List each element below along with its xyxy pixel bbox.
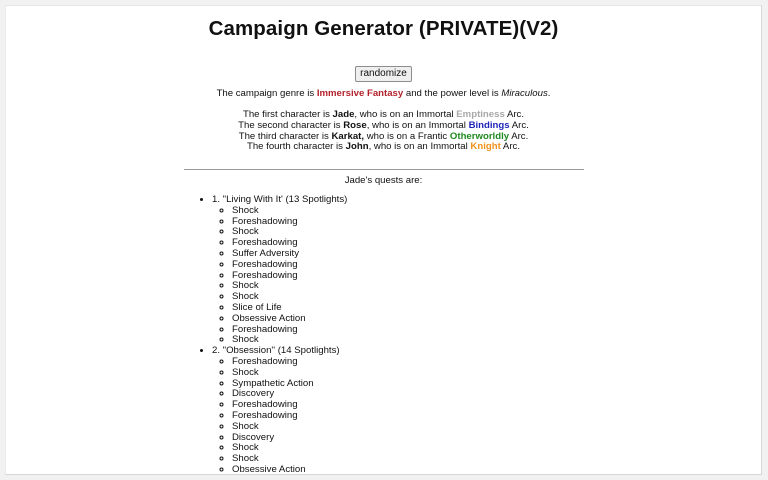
genre-value: Immersive Fantasy <box>316 88 404 99</box>
quest-item <box>212 195 347 346</box>
spotlight-item: ◦ Discovery <box>232 389 347 400</box>
spotlight-item: ◦ Sympathetic Action <box>232 379 347 390</box>
character-mid: who is on a <box>364 130 418 142</box>
spotlight-item: ◦ Shock <box>232 335 347 346</box>
spotlight-item: ◦ Slice of Life <box>232 303 347 314</box>
character-arc: Otherworldly <box>449 130 510 142</box>
spotlight-item: ◦ Discovery <box>232 433 347 444</box>
character-end: Arc. <box>500 141 520 153</box>
spotlight-item: ◦ Foreshadowing <box>232 260 347 271</box>
quest-list <box>192 195 347 475</box>
spotlight-item: ◦ Shock <box>232 443 347 454</box>
spotlight-item: ◦ Foreshadowing <box>232 400 347 411</box>
quests-heading: Jade's quests are: <box>344 175 423 186</box>
character-name: John <box>345 141 369 153</box>
genre-line <box>6 88 761 99</box>
character-name: Karkat, <box>331 130 365 142</box>
quest-item <box>212 346 347 475</box>
character-tier: Immortal <box>430 141 468 153</box>
character-ordinal: The third character is <box>238 130 332 142</box>
quest-title: 2. "Obsession'' (14 Spotlights) <box>212 345 340 357</box>
spotlight-item: ◦ Foreshadowing <box>232 411 347 422</box>
spotlight-item: ◦ Shock <box>232 368 347 379</box>
character-line <box>6 142 761 153</box>
spotlight-item: ◦ Shock <box>232 206 347 217</box>
spotlight-item: ◦ Shock <box>232 281 347 292</box>
spotlight-item: ◦ Shock <box>232 454 347 465</box>
spotlight-item: ◦ Foreshadowing <box>232 217 347 228</box>
character-ordinal: The first character is <box>242 109 333 120</box>
divider <box>184 169 584 170</box>
character-tier: Immortal <box>416 109 454 120</box>
character-mid: , who is on an <box>368 141 431 153</box>
character-arc: Knight <box>470 141 501 153</box>
characters-block <box>6 110 761 153</box>
spotlight-item: ◦ Shock <box>232 422 347 433</box>
character-tier: Immortal <box>428 119 466 131</box>
character-end: Arc. <box>504 109 525 120</box>
character-arc: Emptiness <box>456 109 505 120</box>
character-name: Rose <box>343 119 367 131</box>
character-ordinal: The second character is <box>238 119 344 131</box>
character-name: Jade <box>332 109 355 120</box>
character-end: Arc. <box>509 119 529 131</box>
spotlight-item: ◦ Foreshadowing <box>232 357 347 368</box>
spotlight-item: ◦ Suffer Adversity <box>232 249 347 260</box>
character-mid: , who is on an <box>366 119 429 131</box>
randomize-button[interactable]: randomize <box>355 66 412 82</box>
genre-prefix: The campaign genre is <box>216 88 317 99</box>
spotlight-list <box>212 206 347 346</box>
spotlight-item: ◦ Obsessive Action <box>232 314 347 325</box>
spotlight-item: ◦ Foreshadowing <box>232 238 347 249</box>
genre-middle: and the power level is <box>403 88 502 99</box>
quest-title: 1. "Living With It' (13 Spotlights) <box>212 194 348 205</box>
character-tier: Frantic <box>417 130 448 142</box>
page-title: Campaign Generator (PRIVATE)(V2) <box>208 17 559 40</box>
page-container <box>5 5 762 475</box>
spotlight-item: ◦ Obsessive Action <box>232 465 347 475</box>
character-arc: Bindings <box>468 119 510 131</box>
character-end: Arc. <box>509 130 529 142</box>
spotlight-item: ◦ Foreshadowing <box>232 271 347 282</box>
genre-suffix: . <box>547 88 551 99</box>
character-mid: , who is on an <box>354 109 417 120</box>
spotlight-list <box>212 357 347 475</box>
power-level-value: Miraculous <box>501 88 548 99</box>
spotlight-item: ◦ Shock <box>232 227 347 238</box>
randomize-container <box>6 63 761 82</box>
spotlight-item: ◦ Foreshadowing <box>232 325 347 336</box>
character-ordinal: The fourth character is <box>246 141 346 153</box>
spotlight-item: ◦ Shock <box>232 292 347 303</box>
